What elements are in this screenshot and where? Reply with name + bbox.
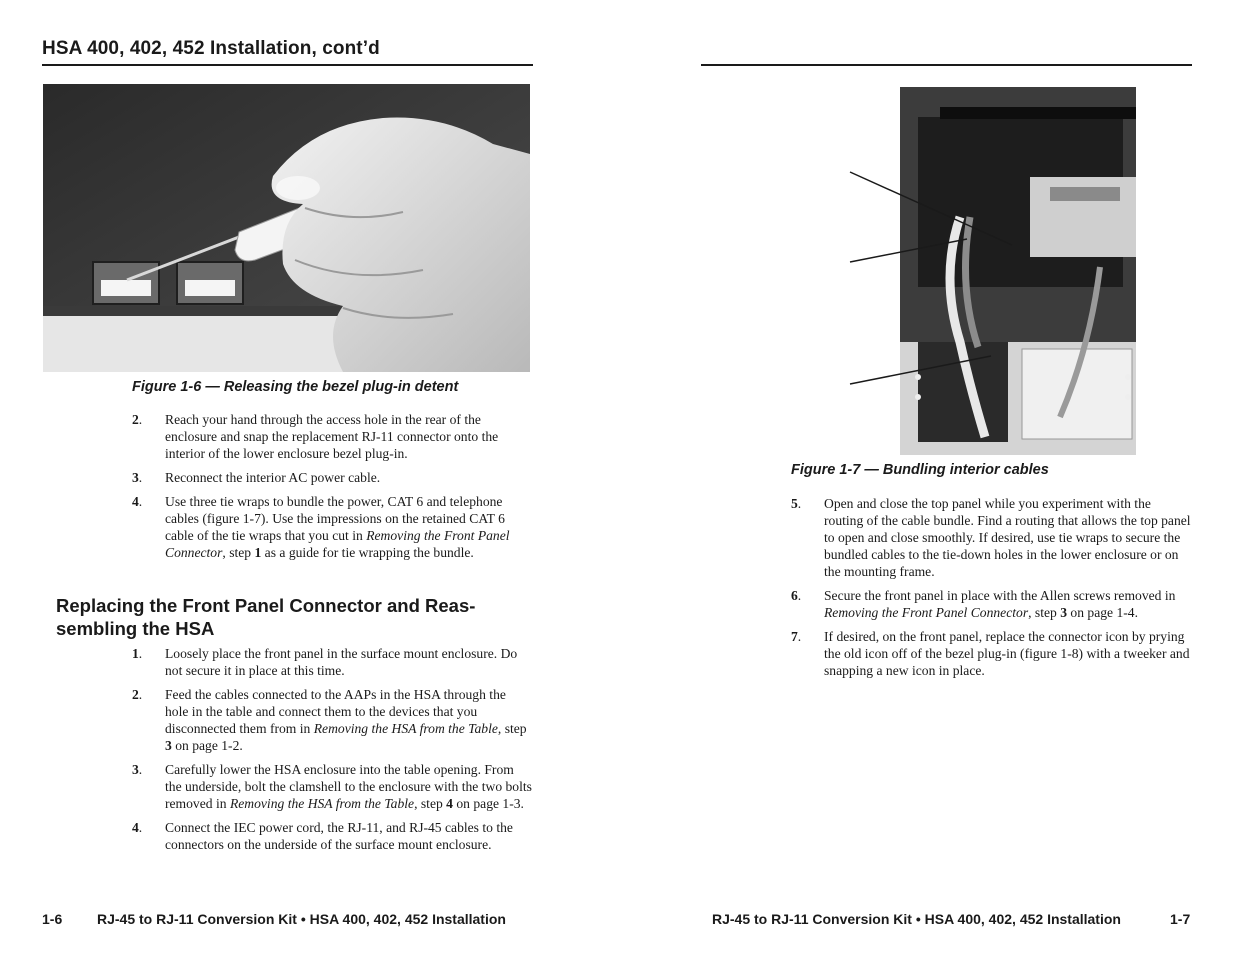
step-number: 1 . bbox=[132, 645, 142, 662]
step-text: 4 bbox=[446, 796, 453, 811]
step-text: on page 1-4. bbox=[1067, 605, 1138, 620]
step-number: 6 . bbox=[791, 587, 801, 604]
step-text: Open and close the top panel while you experiment with the routing of the cable bundle. Find a routing that allows the top panel to open and close smoothly. If desired, use tie wraps to secure the bundled cables to the tie-down holes in the lower enclosure or on the mounting frame. bbox=[824, 496, 1191, 579]
step-text: If desired, on the front panel, replace the connector icon by prying the old icon off of the bezel plug-in (figure 1-8) with a tweeker and snapping a new icon in place. bbox=[824, 629, 1190, 678]
section-heading: Replacing the Front Panel Connector and Reas-sembling the HSA bbox=[56, 595, 476, 639]
step-text: Feed the cables connected to the AAPs in the HSA through the hole in the table and connect them to the devices that you disconnected them from in bbox=[165, 687, 506, 736]
figure-1-7-caption: Figure 1-7 — Bundling interior cables bbox=[791, 462, 1049, 478]
figure-1-7-callout-lines bbox=[845, 165, 1020, 390]
step-number: 3 . bbox=[132, 761, 142, 778]
step-text: , step bbox=[1028, 605, 1061, 620]
step-number: 3 . bbox=[132, 469, 142, 486]
step-text: Reach your hand through the access hole in the rear of the enclosure and snap the replacement RJ-11 connector onto the interior of the lower enclosure bezel plug-in. bbox=[165, 412, 499, 461]
step-text: Removing the Front Panel Connector bbox=[824, 605, 1029, 620]
step-item bbox=[132, 411, 532, 462]
step-text: , step bbox=[497, 721, 527, 736]
left-header-rule bbox=[42, 64, 533, 66]
step-number: 4 . bbox=[132, 819, 142, 836]
step-text: Loosely place the front panel in the surface mount enclosure. Do not secure it in place at this time. bbox=[165, 646, 518, 678]
step-text: as a guide for tie wrapping the bundle. bbox=[261, 545, 474, 560]
step-text: Reconnect the interior AC power cable. bbox=[165, 470, 381, 485]
step-text: Removing the HSA from the Table bbox=[229, 796, 415, 811]
step-text: Secure the front panel in place with the Allen screws removed in bbox=[824, 588, 1176, 603]
step-number: 5 . bbox=[791, 495, 801, 512]
figure-1-6-photo bbox=[43, 84, 530, 372]
left-footer-title: RJ-45 to RJ-11 Conversion Kit • HSA 400, 402, 452 Installation bbox=[97, 911, 506, 927]
step-text: on page 1-3. bbox=[452, 796, 524, 811]
step-text: 3 bbox=[165, 738, 172, 753]
step-item bbox=[132, 469, 532, 486]
step-text: Removing the HSA from the Table bbox=[313, 721, 498, 736]
step-number: 4 . bbox=[132, 493, 142, 510]
right-footer-title: RJ-45 to RJ-11 Conversion Kit • HSA 400, 402, 452 Installation bbox=[712, 911, 1121, 927]
step-item bbox=[132, 761, 532, 812]
step-number: 2 . bbox=[132, 686, 142, 703]
left-steps-list-a bbox=[132, 411, 532, 568]
figure-1-6-caption: Figure 1-6 — Releasing the bezel plug-in detent bbox=[132, 379, 459, 395]
left-steps-list-b bbox=[132, 645, 532, 860]
step-item bbox=[132, 493, 532, 561]
step-text: Connect the IEC power cord, the RJ-11, and RJ-45 cables to the connectors on the underside of the surface mount enclosure. bbox=[165, 820, 513, 852]
step-text: on page 1-2. bbox=[171, 738, 243, 753]
step-text: , step bbox=[222, 545, 255, 560]
step-text: 3 bbox=[1060, 605, 1068, 620]
step-text: Use three tie wraps to bundle the power, CAT 6 and telephone cables (figure 1-7). Use the impressions on the retained CAT 6 cable of the tie wraps that you cut in bbox=[165, 494, 505, 543]
step-number: 2 . bbox=[132, 411, 142, 428]
step-item bbox=[791, 628, 1193, 679]
step-item bbox=[791, 587, 1193, 621]
step-text: , step bbox=[414, 796, 447, 811]
page-header-title: HSA 400, 402, 452 Installation, cont’d bbox=[42, 38, 380, 59]
step-number: 7 . bbox=[791, 628, 801, 645]
step-text: 1 bbox=[254, 545, 262, 560]
left-footer-page-number: 1-6 bbox=[42, 911, 63, 927]
right-footer-page-number: 1-7 bbox=[1170, 911, 1191, 927]
step-item bbox=[132, 819, 532, 853]
step-text: Carefully lower the HSA enclosure into the table opening. From the underside, bolt the clamshell to the enclosure with the two bolts removed in bbox=[165, 762, 532, 811]
step-item bbox=[132, 686, 532, 754]
right-header-rule bbox=[701, 64, 1192, 66]
right-steps-list bbox=[791, 495, 1193, 686]
step-item bbox=[132, 645, 532, 679]
step-text: Removing the Front Panel Connector bbox=[165, 528, 510, 560]
step-item bbox=[791, 495, 1193, 580]
